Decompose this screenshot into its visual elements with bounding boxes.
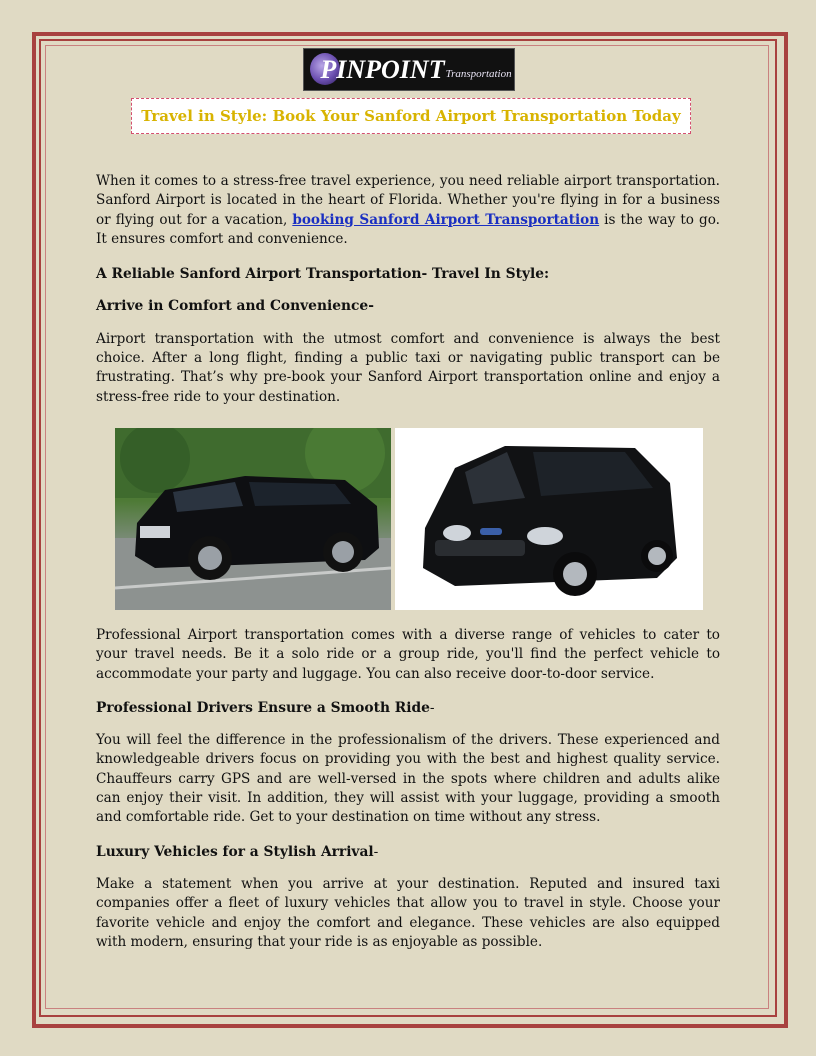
section1-body: Airport transportation with the utmost comfort and convenience is always the best choice. After a long flight, finding a public taxi or navigating public transport can be frustrating. That’s why pre-book your Sanford Airport transportation online and enjoy a stress-free ride to your destination.	[96, 330, 720, 405]
section3-heading	[96, 843, 720, 862]
section-main-heading: A Reliable Sanford Airport Transportation- Travel In Style:	[96, 266, 550, 283]
page-title: Travel in Style: Book Your Sanford Airport Transportation Today	[141, 107, 681, 125]
intro-paragraph	[96, 172, 720, 249]
article-body	[96, 172, 720, 952]
black-minivan-photo	[395, 428, 703, 610]
page-title-box	[131, 98, 691, 134]
vehicle-photos	[115, 428, 720, 610]
logo-tagline: Transportation	[445, 67, 512, 80]
section3-body: Make a statement when you arrive at your destination. Reputed and insured taxi companies offer a fleet of luxury vehicles that allow you to travel in style. Choose your favorite vehicle and enjoy the comfort and elegance. These vehicles are also equipped with modern, ensuring that your ride is as enjoyable as possible.	[96, 875, 720, 950]
section3-heading-suffix: -	[373, 843, 379, 860]
logo-brand: PINPOINT	[320, 54, 445, 84]
section3-heading-text: Luxury Vehicles for a Stylish Arrival	[96, 843, 374, 860]
intro-text-after: is the way to go. It ensures comfort and convenience.	[96, 211, 720, 247]
section2-heading	[96, 699, 720, 718]
section1-heading: Arrive in Comfort and Convenience-	[96, 298, 374, 315]
intro-text-before: When it comes to a stress-free travel experience, you need reliable airport transportation. Sanford Airport is located in the heart of Florida. Whether you're flying in for a business or flying out for a vacation,	[96, 173, 720, 228]
section2-heading-text: Professional Drivers Ensure a Smooth Ride	[96, 699, 430, 716]
booking-link[interactable]: booking Sanford Airport Transportation	[292, 211, 600, 228]
section2-heading-suffix: -	[429, 699, 435, 716]
pinpoint-logo	[303, 48, 515, 91]
black-suv-photo	[115, 428, 391, 610]
vehicles-paragraph: Professional Airport transportation comes with a diverse range of vehicles to cater to your travel needs. Be it a solo ride or a group ride, you'll find the perfect vehicle to accommodate your party and luggage. You can also receive door-to-door service.	[96, 626, 720, 682]
section2-body: You will feel the difference in the professionalism of the drivers. These experienced and knowledgeable drivers focus on providing you with the best and highest quality service. Chauffeurs carry GPS and are well-versed in the spots where children and adults alike can enjoy their visit. In addition, they will assist with your luggage, providing a smooth and comfortable ride. Get to your destination on time without any stress.	[96, 732, 720, 826]
